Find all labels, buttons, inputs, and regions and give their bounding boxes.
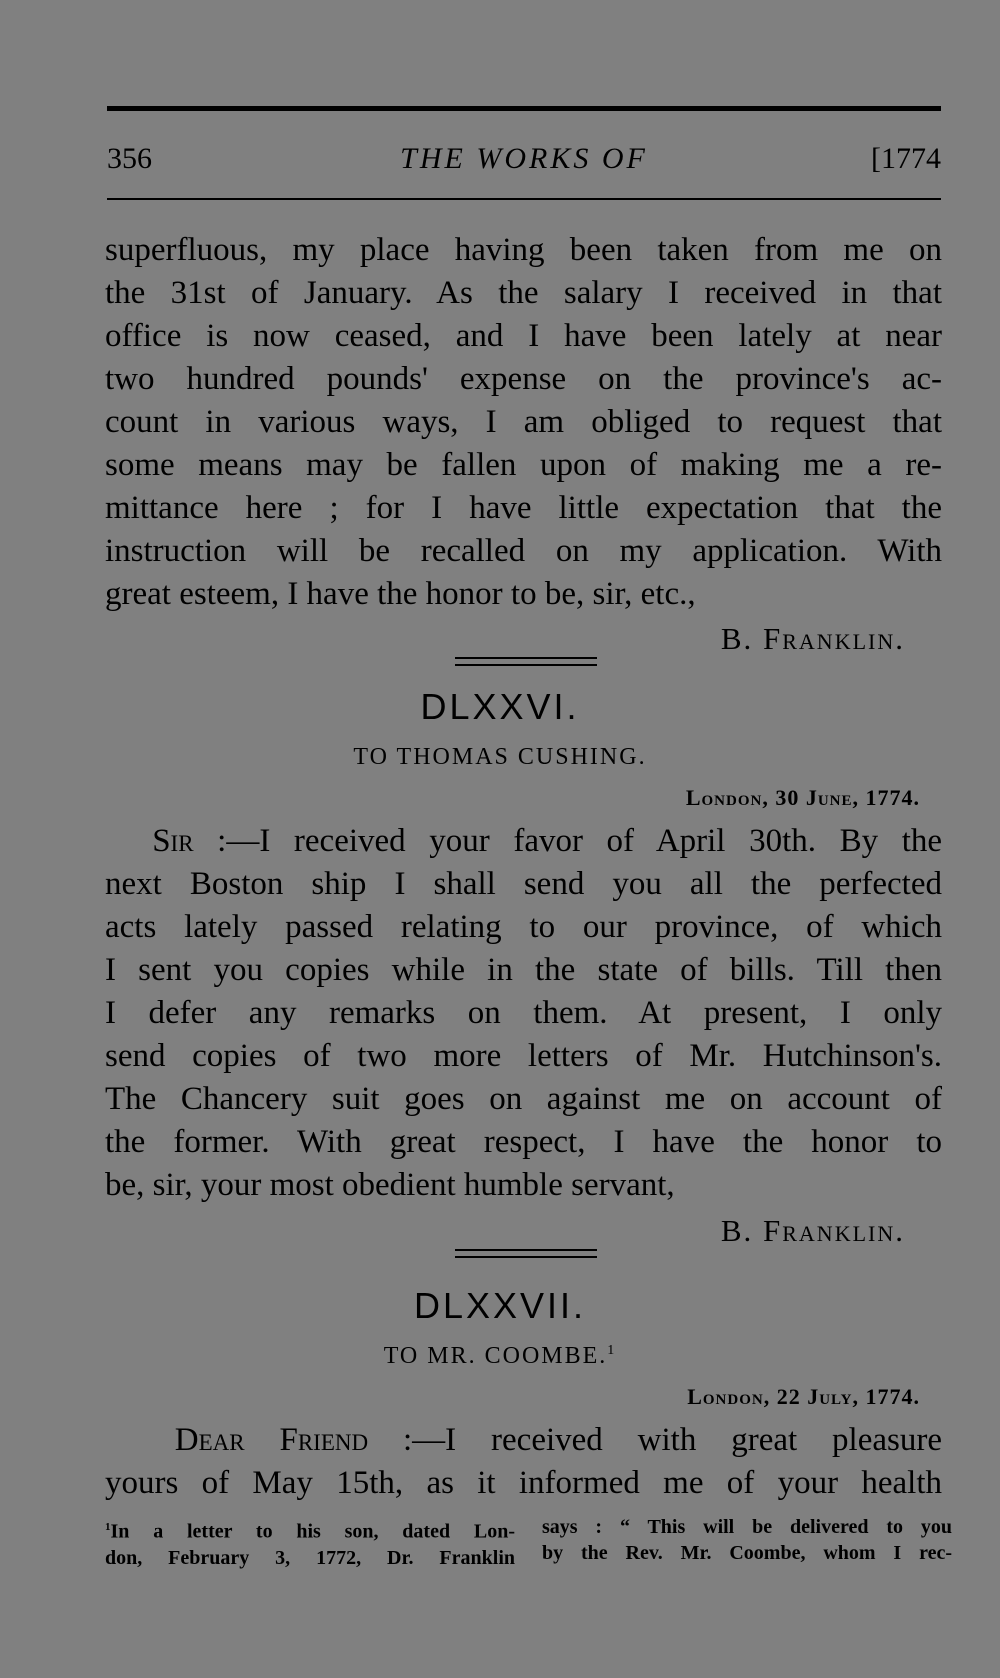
- text-line: next Boston ship I shall send you all the perfected: [105, 866, 942, 902]
- text-line: Sir :—I received your favor of April 30th. By the: [152, 823, 943, 859]
- text-line: acts lately passed relating to our province, of which: [105, 909, 942, 945]
- salutation: Sir: [152, 823, 194, 859]
- salutation: Dear Friend: [174, 1422, 369, 1458]
- text-line: yours of May 15th, as it informed me of your health: [105, 1465, 942, 1501]
- continued-letter-text: [105, 229, 942, 616]
- text-line: the 31st of January. As the salary I received in that: [105, 275, 942, 311]
- signature: B. Franklin.: [720, 621, 905, 656]
- footnote-line: says : “ This will be delivered to you: [542, 1516, 952, 1538]
- page-number: 356: [107, 142, 152, 175]
- letter-number: DLXXVI.: [420, 686, 580, 727]
- footnote-right-column: [542, 1514, 952, 1566]
- top-rule: [107, 106, 941, 111]
- dateline: London, 22 July, 1774.: [687, 1384, 920, 1409]
- text-line: mittance here ; for I have little expectation that the: [105, 490, 942, 526]
- text-line: I defer any remarks on them. At present, I only: [105, 995, 942, 1031]
- section-divider: [455, 1249, 597, 1258]
- text-line: superfluous, my place having been taken from me on: [105, 232, 942, 268]
- letter-body: [105, 820, 942, 1207]
- dateline: London, 30 June, 1774.: [685, 785, 920, 810]
- text-line: send copies of two more letters of Mr. Hutchinson's.: [105, 1038, 942, 1074]
- text-line: some means may be fallen upon of making me a re-: [105, 447, 942, 483]
- text-line: the former. With great respect, I have the honor to: [105, 1124, 942, 1160]
- text-line: count in various ways, I am obliged to request that: [105, 404, 942, 440]
- footnote-line: by the Rev. Mr. Coombe, whom I rec-: [542, 1542, 952, 1564]
- text-line: The Chancery suit goes on against me on account of: [105, 1081, 942, 1117]
- text-line: great esteem, I have the honor to be, sir, etc.,: [105, 576, 696, 612]
- running-head: [107, 142, 941, 182]
- text-line: Dear Friend :—I received with great pleasure: [174, 1422, 942, 1458]
- text-line: two hundred pounds' expense on the province's ac-: [105, 361, 942, 397]
- section-divider: [455, 657, 597, 666]
- footnote-left-column: [105, 1514, 515, 1571]
- footnote-line: $^1$In a letter to his son, dated Lon-: [105, 1520, 515, 1543]
- text-line: instruction will be recalled on my application. With: [105, 533, 942, 569]
- signature: B. Franklin.: [720, 1213, 905, 1248]
- text-line: I sent you copies while in the state of bills. Till then: [105, 952, 942, 988]
- letter-number: DLXXVII.: [413, 1285, 587, 1326]
- running-year: [1774: [871, 142, 941, 175]
- letter-body: [105, 1419, 942, 1505]
- text-line: be, sir, your most obedient humble servant,: [105, 1167, 675, 1203]
- letter-addressee: TO THOMAS CUSHING.: [353, 744, 647, 770]
- letter-addressee: TO MR. COOMBE.$^1$: [383, 1343, 617, 1369]
- footnote-marker: 1: [607, 1343, 617, 1358]
- text-line: office is now ceased, and I have been lately at near: [105, 318, 942, 354]
- footnote-line: don, February 3, 1772, Dr. Franklin: [105, 1546, 515, 1569]
- running-title: THE WORKS OF: [400, 142, 648, 175]
- head-rule: [107, 198, 941, 200]
